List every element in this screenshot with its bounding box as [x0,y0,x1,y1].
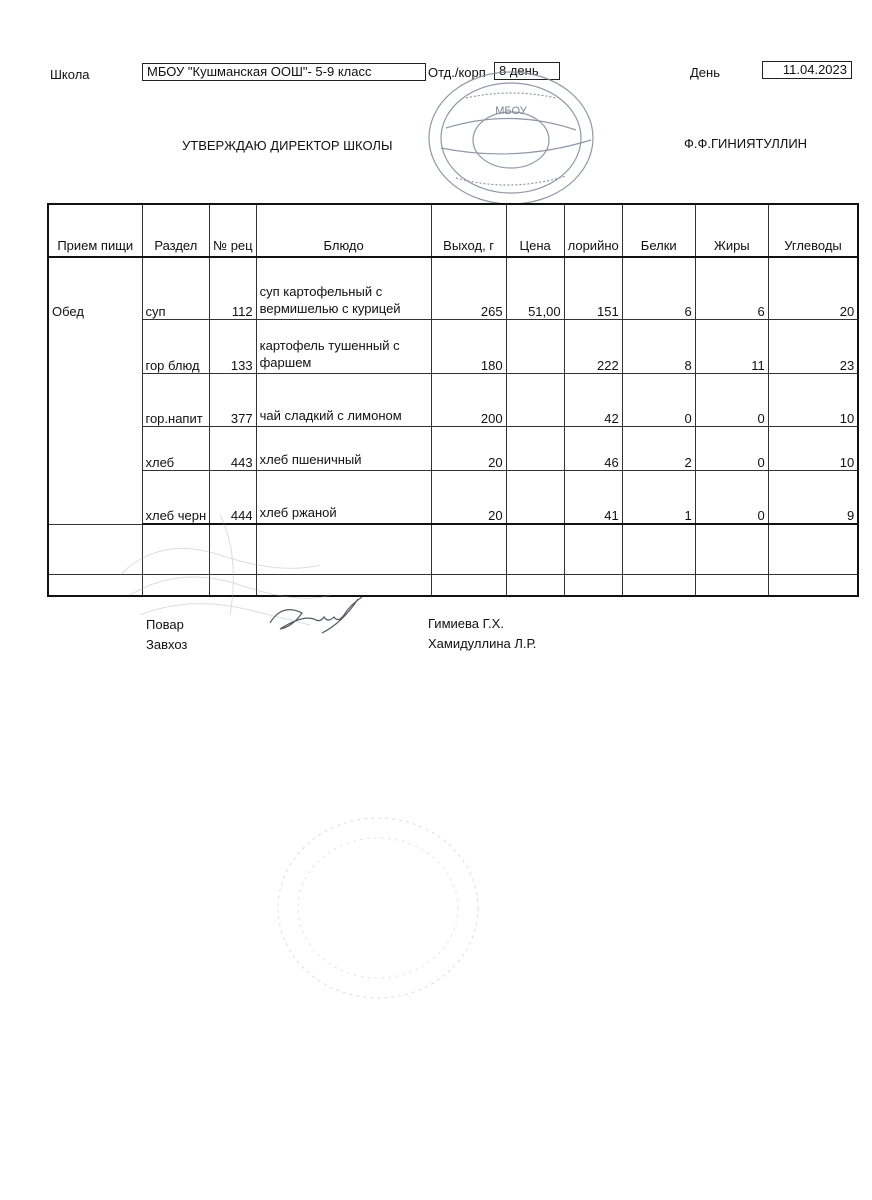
director-name: Ф.Ф.ГИНИЯТУЛЛИН [684,136,808,151]
protein-cell: 1 [622,470,695,524]
empty-cell [622,574,695,596]
dept-value: 8 день [494,62,560,80]
empty-cell [768,524,858,574]
carbs-cell: 23 [768,319,858,373]
school-label: Школа [50,67,90,82]
header-kcal: лорийно [564,204,622,257]
carbs-cell: 9 [768,470,858,524]
empty-cell [431,574,506,596]
table-row [48,426,858,470]
kcal-cell: 151 [564,257,622,319]
header-price: Цена [506,204,564,257]
carbs-cell: 10 [768,426,858,470]
recipe-cell: 377 [210,373,256,426]
empty-cell [506,524,564,574]
date-value: 11.04.2023 [762,61,852,79]
recipe-cell: 112 [210,257,256,319]
dish-cell [256,319,431,373]
empty-cell [506,574,564,596]
kcal-cell: 41 [564,470,622,524]
table-row [48,373,858,426]
header-fat: Жиры [695,204,768,257]
fat-cell: 6 [695,257,768,319]
header-carbs: Углеводы [768,204,858,257]
yield-cell: 180 [431,319,506,373]
header-protein: Белки [622,204,695,257]
supply-label: Завхоз [146,637,188,652]
yield-cell: 20 [431,470,506,524]
empty-cell [695,574,768,596]
empty-cell [695,524,768,574]
section-cell: суп [142,257,210,319]
price-cell [506,426,564,470]
school-value: МБОУ "Кушманская ООШ"- 5-9 класс [142,63,426,81]
meal-cell: Обед [48,257,142,524]
protein-cell: 0 [622,373,695,426]
yield-cell: 200 [431,373,506,426]
section-cell: гор блюд [142,319,210,373]
header-meal: Прием пищи [48,204,142,257]
section-cell: хлеб [142,426,210,470]
recipe-cell: 444 [210,470,256,524]
protein-cell: 6 [622,257,695,319]
supply-name: Хамидуллина Л.Р. [428,636,537,651]
table-row [48,257,858,319]
table-header-row [48,204,858,257]
price-cell [506,470,564,524]
section-cell: гор.напит [142,373,210,426]
protein-cell: 8 [622,319,695,373]
fat-cell: 0 [695,470,768,524]
price-cell: 51,00 [506,257,564,319]
faint-stamp-impression [268,808,488,1008]
recipe-cell: 443 [210,426,256,470]
school-stamp [426,68,596,208]
empty-cell [564,524,622,574]
dept-label: Отд./корп [428,65,486,80]
empty-cell [768,574,858,596]
kcal-cell: 222 [564,319,622,373]
kcal-cell: 42 [564,373,622,426]
dish-text: хлеб пшеничный [259,451,362,467]
dish-text: суп картофельный с вермишелью с курицей [259,283,401,316]
yield-cell: 20 [431,426,506,470]
approve-text: УТВЕРЖДАЮ ДИРЕКТОР ШКОЛЫ [182,138,393,153]
empty-cell [564,574,622,596]
table-row [48,319,858,373]
dish-cell [256,426,431,470]
fat-cell: 0 [695,426,768,470]
stamp-center-text: МБОУ [495,105,527,117]
header-section: Раздел [142,204,210,257]
yield-cell: 265 [431,257,506,319]
protein-cell: 2 [622,426,695,470]
dish-text: чай сладкий с лимоном [259,407,402,423]
header-yield: Выход, г [431,204,506,257]
dish-cell [256,257,431,319]
signature [262,593,372,649]
carbs-cell: 10 [768,373,858,426]
kcal-cell: 46 [564,426,622,470]
dish-text: хлеб ржаной [259,505,337,520]
cook-name: Гимиева Г.Х. [428,616,504,631]
section-cell: хлеб черн [142,470,210,524]
header-dish: Блюдо [256,204,431,257]
carbs-cell: 20 [768,257,858,319]
empty-cell [431,524,506,574]
dish-cell [256,373,431,426]
day-label: День [690,65,720,80]
recipe-cell: 133 [210,319,256,373]
price-cell [506,373,564,426]
fat-cell: 11 [695,319,768,373]
empty-cell [622,524,695,574]
header-recipe: № рец [210,204,256,257]
dish-text: картофель тушенный с фаршем [259,337,400,370]
cook-label: Повар [146,617,184,632]
price-cell [506,319,564,373]
fat-cell: 0 [695,373,768,426]
